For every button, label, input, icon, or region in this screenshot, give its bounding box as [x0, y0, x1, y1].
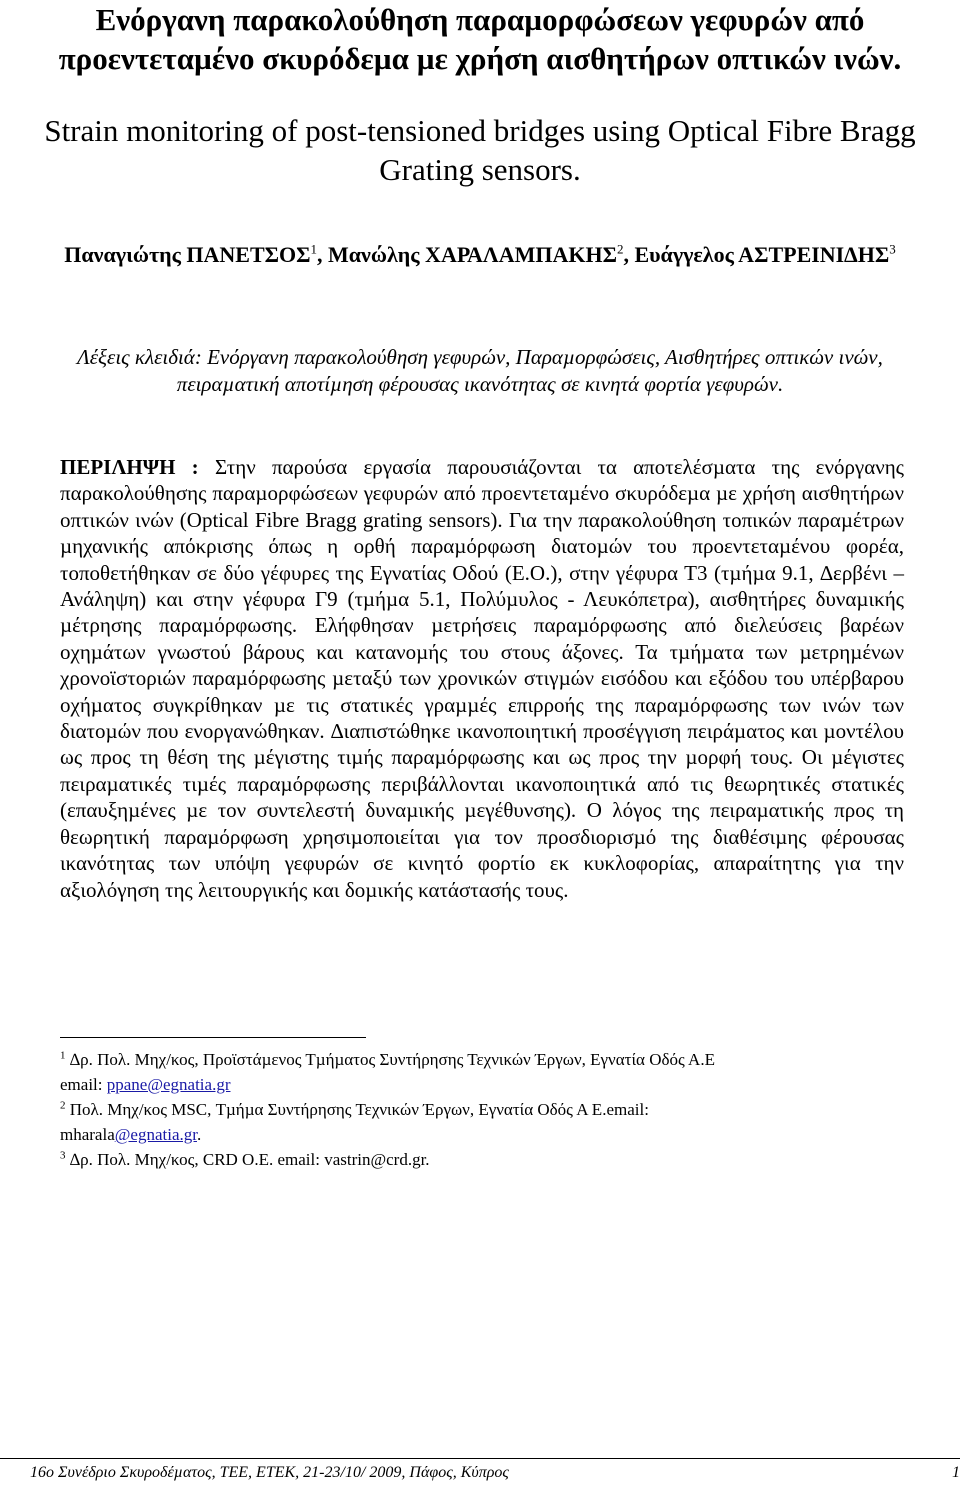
author-name: Παναγιώτης ΠΑΝΕΤΣΟΣ — [64, 242, 311, 267]
author-list: Παναγιώτης ΠΑΝΕΤΣΟΣ$^1$, Μανώλης ΧΑΡΑΛΑΜΠΑΚΗΣ$^2$, Ευάγγελος $A\Sigma TPEINI\Delta H\Sigma^3$ — [64, 241, 896, 267]
author-affiliation-mark: 3 — [889, 241, 896, 257]
footnote-separator — [60, 1037, 366, 1038]
title-english: Strain monitoring of post-tensioned bridges using Optical Fibre Bragg Grating sensors. — [44, 113, 916, 187]
conference-name: 16ο Συνέδριο Σκυροδέµατος, ΤΕΕ, ΕΤΕΚ, 21-23/10/ 2009, Πάφος, Κύπρος — [30, 1464, 509, 1481]
footnotes — [60, 1047, 920, 1172]
abstract-body: Στην παρούσα εργασία παρουσιάζονται τα αποτελέσµατα της ενόργανης παρακολούθησης παραµορφώσεων γεφυρών από προεντεταµένο σκυρόδεµα µε χρήση αισθητήρων οπτικών ινών (Optical Fibre Bragg grating sensors). Για την παρακολούθηση τοπικών παραµέτρων µηχανικής απόκρισης όπως η ορθή παραµόρφωση διατοµών του προεντεταµένου φορέα, τοποθετήθηκαν σε δύο γέφυρες της Εγνατίας Οδού (Ε.Ο.), στην γέφυρα Τ3 (τµήµα 9.1, ∆ερβένι – Ανάληψη) και στην γέφυρα Γ9 (τµήµα 5.1, Πολύµυλος - Λευκόπετρα), αισθητήρες δυναµικής µέτρησης παραµόρφωσης. Ελήφθησαν µετρήσεις παραµόρφωσης από διελεύσεις βαρέων οχηµάτων γνωστού βάρους και κατανοµής του στους άξονες. Τα τµήµατα των µετρηµένων χρονοϊστοριών παραµόρφωσης µεταξύ των χρονικών στιγµών εισόδου και εξόδου του υπέρβαρου οχήµατος συγκρίθηκαν µε τις στατικές γραµµές επιρροής της παραµόρφωσης των ινών των διατοµών που ενοργανώθηκαν. ∆ιαπιστώθηκε ικανοποιητική προσέγγιση πειράµατος και µοντέλου ως προς τη θέση της µέγιστης τιµής παραµόρφωσης και ως προς την µορφή τους. Οι µέγιστες πειραµατικές τιµές παραµόρφωσης περιβάλλονται ικανοποιητικά από τις θεωρητικές στατικές (επαυξηµένες µε τον συντελεστή δυναµικής µεγέθυνσης). Ο λόγος της πειραµατικής προς τη θεωρητική παραµόρφωση χρησιµοποιείται για τον προσδιορισµό της διαθέσιµης φέρουσας ικανότητας των υπόψη γεφυρών σε κινητό φορτίο εκ κυκλοφορίας, απαραίτητης για την αξιολόγηση της λειτουργικής και δοµικής κατάστασής τους. — [60, 455, 904, 902]
author-affiliation-mark: 2 — [616, 241, 624, 257]
footnote-1: $^1$ ∆ρ. Πολ. Μηχ/κος, Προϊστάµενος Τµήµατος Συντήρησης Τεχνικών Έργων, Εγνατία Οδός Α.Ε email: ppane@egnatia.gr — [60, 1049, 715, 1094]
title-greek: Ενόργανη παρακολούθηση παραµορφώσεων γεφυρών από προεντεταµένο σκυρόδεµα µε χρήση αισθητήρων οπτικών ινών. — [58, 2, 902, 76]
footnote-3: $^3$ ∆ρ. Πολ. Μηχ/κος, CRD O.E. email: vastrin@crd.gr. — [60, 1149, 430, 1169]
footnote-2: $^2$ Πολ. Μηχ/κος MSC, Τµήµα Συντήρησης Τεχνικών Έργων, Εγνατία Οδός Α Ε.email: mharala@egnatia.gr. — [60, 1099, 649, 1144]
abstract — [60, 454, 904, 903]
footer-separator — [0, 1458, 960, 1459]
page-number: 1 — [952, 1464, 960, 1481]
author-name: Ευάγγελος ΑΣΤΡΕΙΝΙ∆ΗΣ — [634, 242, 890, 267]
author-name: Μανώλης ΧΑΡΑΛΑΜΠΑΚΗΣ — [328, 242, 617, 267]
keywords: Λέξεις κλειδιά: Ενόργανη παρακολούθηση γεφυρών, Παραµορφώσεις, Αισθητήρες οπτικών ινών, πειραµατική αποτίµηση φέρουσας ικανότητας σε κινητά φορτία γεφυρών. — [77, 345, 883, 396]
author-affiliation-mark: 1 — [310, 241, 318, 257]
abstract-heading: ΠΕΡΙΛΗΨΗ : — [60, 455, 199, 479]
email-link-mharala[interactable]: @egnatia.gr — [114, 1125, 197, 1144]
email-link-ppane[interactable]: ppane@egnatia.gr — [106, 1075, 231, 1094]
